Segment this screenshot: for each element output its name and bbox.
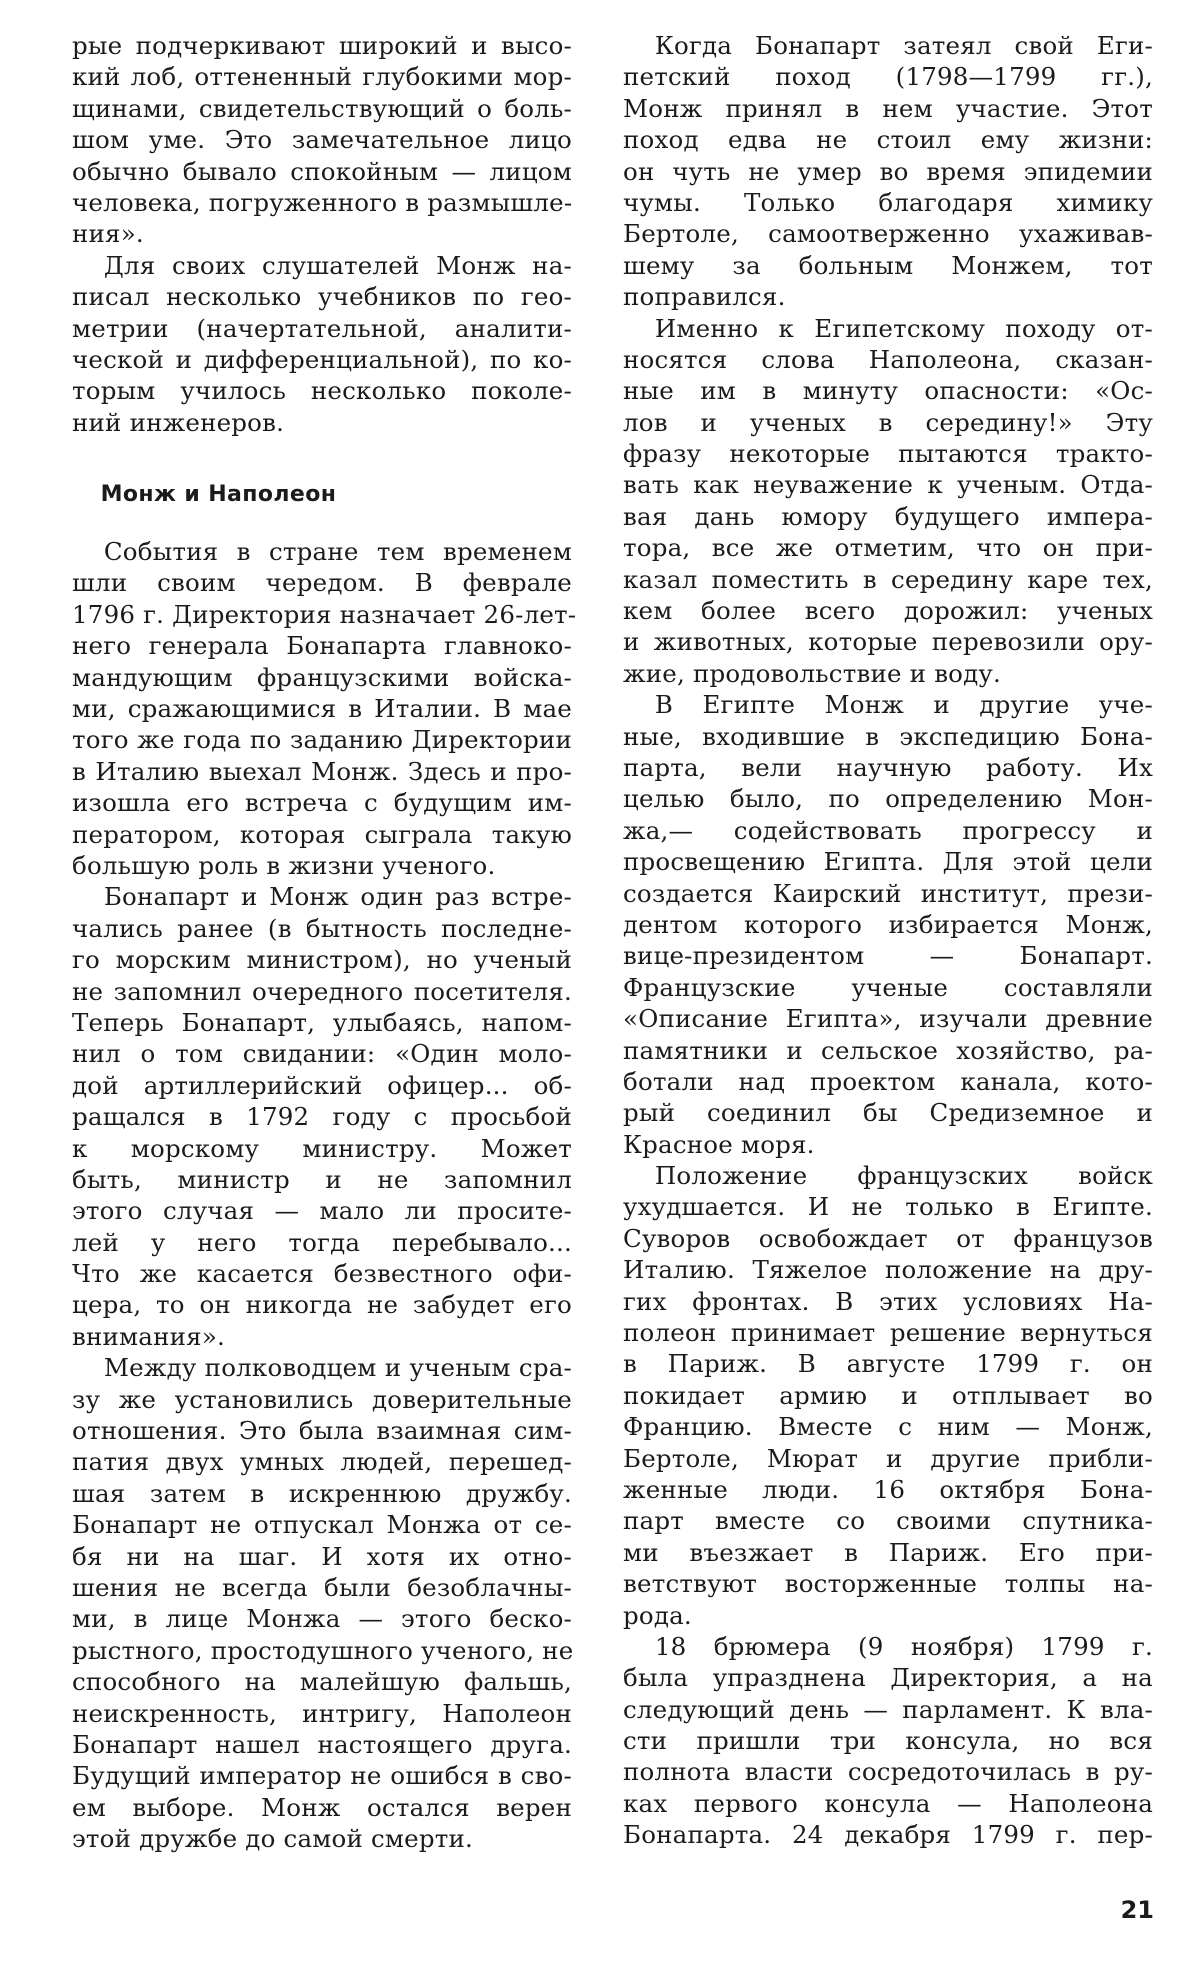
text-line: ках первого консула — Наполеона: [623, 1788, 1153, 1818]
paragraph: [623, 1160, 1153, 1631]
text-line: го морским министром), но ученый: [72, 945, 572, 975]
page-number: 21: [1120, 1896, 1154, 1924]
text-line: кем более всего дорожил: ученых: [623, 596, 1153, 626]
left-column: [72, 30, 577, 1854]
text-line: В Египте Монж и другие уче-: [654, 690, 1153, 720]
text-line: парта, вели научную работу. Их: [623, 752, 1153, 782]
text-line: метрии (начертательной, аналити-: [72, 313, 572, 343]
text-line: Когда Бонапарт затеял свой Еги-: [654, 31, 1153, 60]
text-line: ператором, которая сыграла такую: [72, 819, 572, 849]
text-line: нил о том свидании: «Один моло-: [72, 1039, 572, 1069]
text-line: того же года по заданию Директории: [72, 725, 572, 755]
text-line: и животных, которые перевозили ору-: [623, 627, 1153, 657]
text-line: Бертоле, самоотверженно ухаживав-: [623, 219, 1153, 249]
text-line: лей у него тогда перебывало...: [72, 1227, 572, 1257]
paragraph: [623, 30, 1153, 313]
paragraph: [72, 1352, 572, 1854]
text-line: Что же касается безвестного офи-: [72, 1259, 572, 1289]
text-line: Именно к Египетскому походу от-: [654, 313, 1153, 343]
text-line: рый соединил бы Средиземное и: [623, 1098, 1153, 1128]
text-line: Монж принял в нем участие. Этот: [623, 93, 1153, 123]
text-line: Бертоле, Мюрат и другие прибли-: [623, 1443, 1153, 1473]
text-line: кий лоб, оттененный глубокими мор-: [72, 62, 572, 92]
text-line: памятники и сельское хозяйство, ра-: [623, 1035, 1153, 1065]
text-line: Италию. Тяжелое положение на дру-: [623, 1255, 1153, 1285]
text-line: поправился.: [623, 282, 786, 312]
text-line: парт вместе со своими спутника-: [623, 1506, 1153, 1536]
text-line: рыстного, простодушного ученого, не: [72, 1635, 574, 1665]
text-line: ческой и дифференциальной), по ко-: [72, 344, 572, 374]
text-line: него генерала Бонапарта главноко-: [72, 631, 572, 661]
text-line: способного на малейшую фальшь,: [72, 1667, 572, 1697]
text-line: ухудшается. И не только в Египте.: [623, 1192, 1153, 1222]
text-line: 18 брюмера (9 ноября) 1799 г.: [654, 1631, 1153, 1661]
text-line: 1796 г. Директория назначает 26-лет-: [72, 599, 577, 629]
text-line: целью было, по определению Мон-: [623, 784, 1153, 814]
text-line: поход едва не стоил ему жизни:: [623, 125, 1153, 155]
text-line: к морскому министру. Может: [72, 1133, 572, 1163]
text-line: ем выборе. Монж остался верен: [72, 1792, 572, 1822]
text-line: шли своим чередом. В феврале: [72, 568, 572, 598]
text-line: Между полководцем и ученым сра-: [103, 1353, 572, 1383]
text-line: ботали над проектом канала, кото-: [623, 1066, 1153, 1096]
text-line: бя ни на шаг. И хотя их отно-: [72, 1541, 572, 1571]
text-line: ные, входившие в экспедицию Бона-: [623, 721, 1153, 751]
text-line: носятся слова Наполеона, сказан-: [623, 344, 1153, 374]
text-line: торым училось несколько поколе-: [72, 376, 572, 406]
text-line: Положение французских войск: [654, 1161, 1153, 1191]
text-line: ные им в минуту опасности: «Ос-: [623, 376, 1153, 406]
text-line: петский поход (1798—1799 гг.),: [623, 62, 1153, 92]
paragraph: [623, 1631, 1153, 1851]
text-line: ми, в лице Монжа — этого бескo-: [72, 1604, 572, 1634]
text-line: обычно бывало спокойным — лицом: [72, 156, 572, 186]
spacer: [72, 512, 572, 536]
text-line: Теперь Бонапарт, улыбаясь, напом-: [72, 1007, 572, 1037]
paragraph: [72, 30, 572, 250]
text-line: неискренность, интригу, Наполеон: [72, 1698, 572, 1728]
text-line: изошла его встреча с будущим им-: [72, 788, 572, 818]
text-line: фразу некоторые пытаются тракто-: [623, 439, 1153, 469]
text-line: просвещению Египта. Для этой цели: [623, 847, 1153, 877]
text-line: казал поместить в середину каре тех,: [623, 564, 1153, 594]
text-line: Красное моря.: [623, 1129, 815, 1159]
text-line: ращался в 1792 году с просьбой: [72, 1102, 572, 1132]
text-line: мандующим французскими войска-: [72, 662, 572, 692]
text-line: патия двух умных людей, перешед-: [72, 1447, 572, 1477]
text-line: чумы. Только благодаря химику: [623, 187, 1153, 217]
text-line: ния».: [72, 219, 144, 249]
text-line: вице-президентом — Бонапарт.: [623, 941, 1153, 971]
text-line: Бонапарт и Монж один раз встре-: [103, 882, 572, 912]
text-line: не запомнил очередного посетителя.: [72, 976, 572, 1006]
text-line: тора, все же отметим, что он при-: [623, 533, 1153, 563]
text-line: Будущий император не ошибся в сво-: [72, 1761, 572, 1791]
text-line: дентом которого избирается Монж,: [623, 909, 1153, 939]
text-line: отношения. Это была взаимная сим-: [72, 1416, 572, 1446]
text-line: лов и ученых в середину!» Эту: [623, 407, 1153, 437]
text-line: вать как неуважение к ученым. Отда-: [623, 470, 1153, 500]
text-line: чались ранее (в бытность последне-: [72, 913, 572, 943]
paragraph: [72, 881, 572, 1352]
text-line: зу же установились доверительные: [72, 1384, 572, 1414]
text-line: сти пришли три консула, но вся: [623, 1726, 1153, 1756]
text-line: Францию. Вместе с ним — Монж,: [623, 1412, 1153, 1442]
text-line: большую роль в жизни ученого.: [72, 850, 496, 880]
text-line: в Париж. В августе 1799 г. он: [623, 1349, 1153, 1379]
text-line: внимания».: [72, 1321, 226, 1351]
text-line: События в стране тем временем: [103, 537, 572, 567]
text-line: полеон принимает решение вернуться: [623, 1318, 1153, 1348]
text-line: этой дружбе до самой смерти.: [72, 1824, 474, 1854]
text-line: была упразднена Директория, а на: [623, 1663, 1153, 1693]
text-line: «Описание Египта», изучали древние: [623, 1004, 1153, 1034]
text-line: щинами, свидетельствующий о боль-: [72, 93, 572, 123]
right-column: [623, 30, 1153, 1851]
text-line: полнота власти сосредоточилась в ру-: [623, 1757, 1153, 1787]
text-line: Для своих слушателей Монж на-: [103, 250, 572, 280]
text-line: жа,— содействовать прогрессу и: [623, 815, 1153, 845]
text-line: Французские ученые составляли: [623, 972, 1153, 1002]
text-line: он чуть не умер во время эпидемии: [623, 156, 1153, 186]
text-line: этого случая — мало ли просите-: [72, 1196, 572, 1226]
text-line: следующий день — парламент. К вла-: [623, 1694, 1153, 1724]
text-line: цера, то он никогда не забудет его: [72, 1290, 572, 1320]
text-line: шом уме. Это замечательное лицо: [72, 125, 572, 155]
text-line: рода.: [623, 1600, 692, 1630]
text-line: рые подчеркивают широкий и высо-: [72, 31, 572, 60]
text-line: гих фронтах. В этих условиях На-: [623, 1286, 1153, 1316]
text-line: дой артиллерийский офицер... об-: [72, 1070, 572, 1100]
text-line: быть, министр и не запомнил: [72, 1164, 572, 1194]
paragraph: [623, 689, 1153, 1160]
text-line: вая дань юмору будущего импера-: [623, 501, 1153, 531]
text-line: ми, сражающимися в Италии. В мае: [72, 694, 572, 724]
text-line: Суворов освобождает от французов: [623, 1223, 1153, 1253]
spacer: [72, 438, 572, 478]
paragraph: [72, 536, 577, 881]
paragraph: [72, 250, 572, 438]
text-line: шему за больным Монжем, тот: [623, 250, 1153, 280]
section-heading: Монж и Наполеон: [100, 482, 337, 508]
text-line: ний инженеров.: [72, 407, 285, 437]
text-line: создается Каирский институт, прези-: [623, 878, 1153, 908]
text-line: ми въезжает в Париж. Его при-: [623, 1537, 1153, 1567]
text-line: Бонапарт нашел настоящего друга.: [72, 1729, 572, 1759]
text-line: шения не всегда были безоблачны-: [72, 1572, 572, 1602]
text-line: ветствуют восторженные толпы на-: [623, 1569, 1153, 1599]
text-line: жие, продовольствие и воду.: [623, 658, 1002, 688]
text-line: шая затем в искреннюю дружбу.: [72, 1478, 572, 1508]
text-line: женные люди. 16 октября Бона-: [623, 1474, 1153, 1504]
text-line: в Италию выехал Монж. Здесь и про-: [72, 756, 572, 786]
text-line: Бонапарт не отпускал Монжа от се-: [72, 1510, 572, 1540]
text-line: покидает армию и отплывает во: [623, 1380, 1153, 1410]
text-line: писал несколько учебников по гео-: [72, 282, 572, 312]
text-line: Бонапарта. 24 декабря 1799 г. пер-: [623, 1820, 1153, 1850]
paragraph: [623, 313, 1153, 690]
text-line: человека, погруженного в размышле-: [72, 187, 573, 217]
